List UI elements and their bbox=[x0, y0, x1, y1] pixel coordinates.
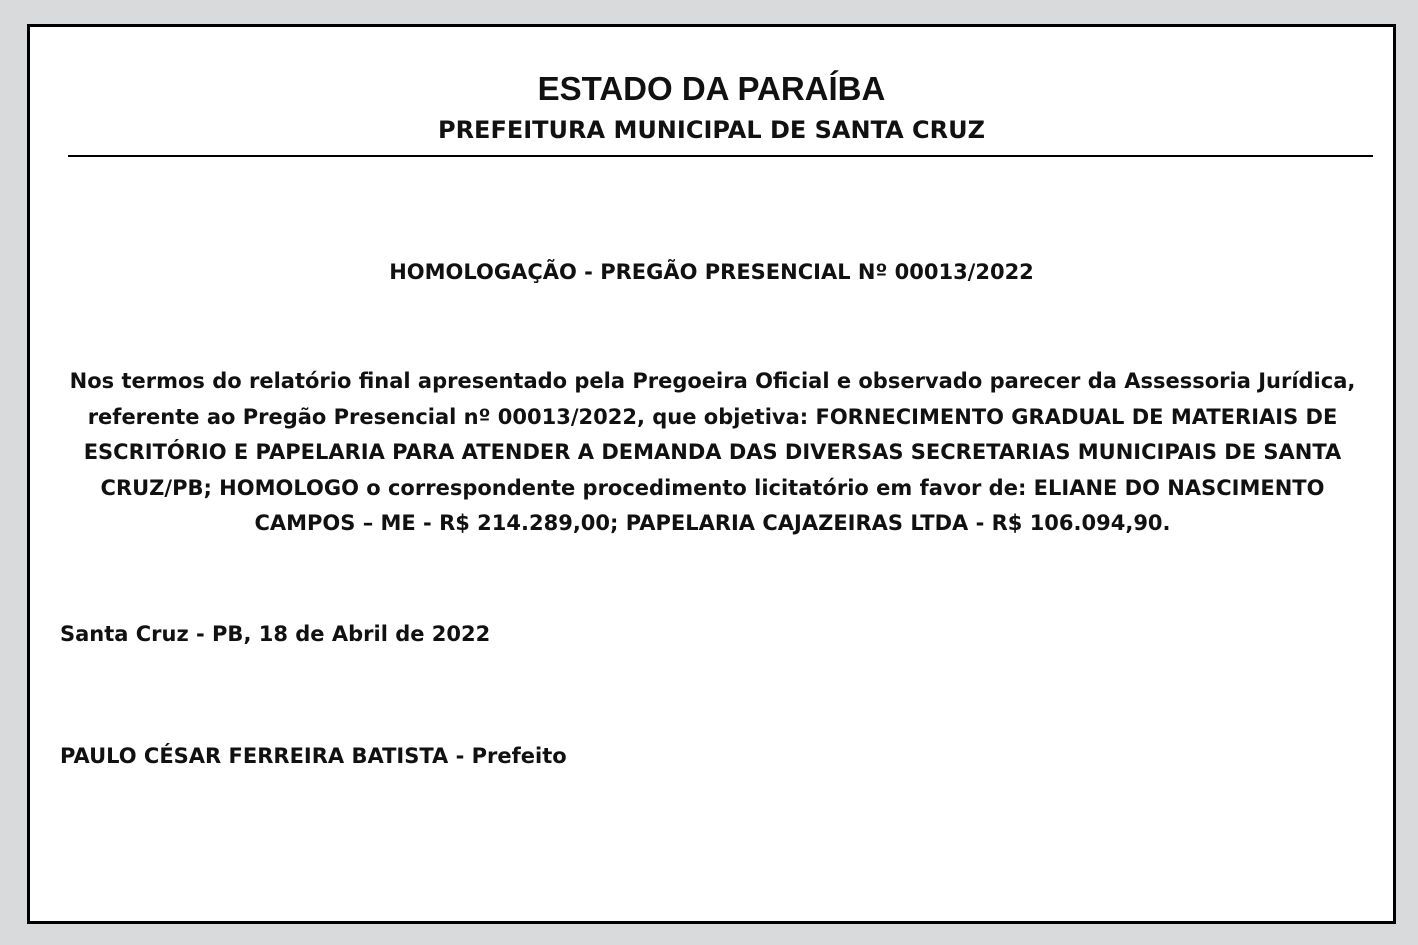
notice-body: Nos termos do relatório final apresentado pela Pregoeira Oficial e observado parecer da Assessoria Jurídica, referente ao Pregão Presencial nº 00013/2022, que objetiva: FORNECIMENTO GRADUAL DE MATERIAIS DE ESCRITÓRIO E PAPELARIA PARA ATENDER A DEMANDA DAS DIVERSAS SECRETARIAS MUNICIPAIS DE SANTA CRUZ/PB; HOMOLOGO o correspondente procedimento licitatório em favor de: ELIANE DO NASCIMENTO CAMPOS – ME - R$ 214.289,00; PAPELARIA CAJAZEIRAS LTDA - R$ 106.094,90. bbox=[69, 369, 1356, 535]
signature-line: PAULO CÉSAR FERREIRA BATISTA - Prefeito bbox=[60, 744, 567, 768]
notice-frame bbox=[27, 24, 1396, 924]
municipality-title: PREFEITURA MUNICIPAL DE SANTA CRUZ bbox=[437, 116, 986, 144]
state-title: ESTADO DA PARAÍBA bbox=[537, 70, 886, 107]
notice-heading: HOMOLOGAÇÃO - PREGÃO PRESENCIAL Nº 00013/2022 bbox=[389, 260, 1034, 284]
header-divider bbox=[68, 155, 1373, 157]
place-date: Santa Cruz - PB, 18 de Abril de 2022 bbox=[60, 622, 491, 646]
